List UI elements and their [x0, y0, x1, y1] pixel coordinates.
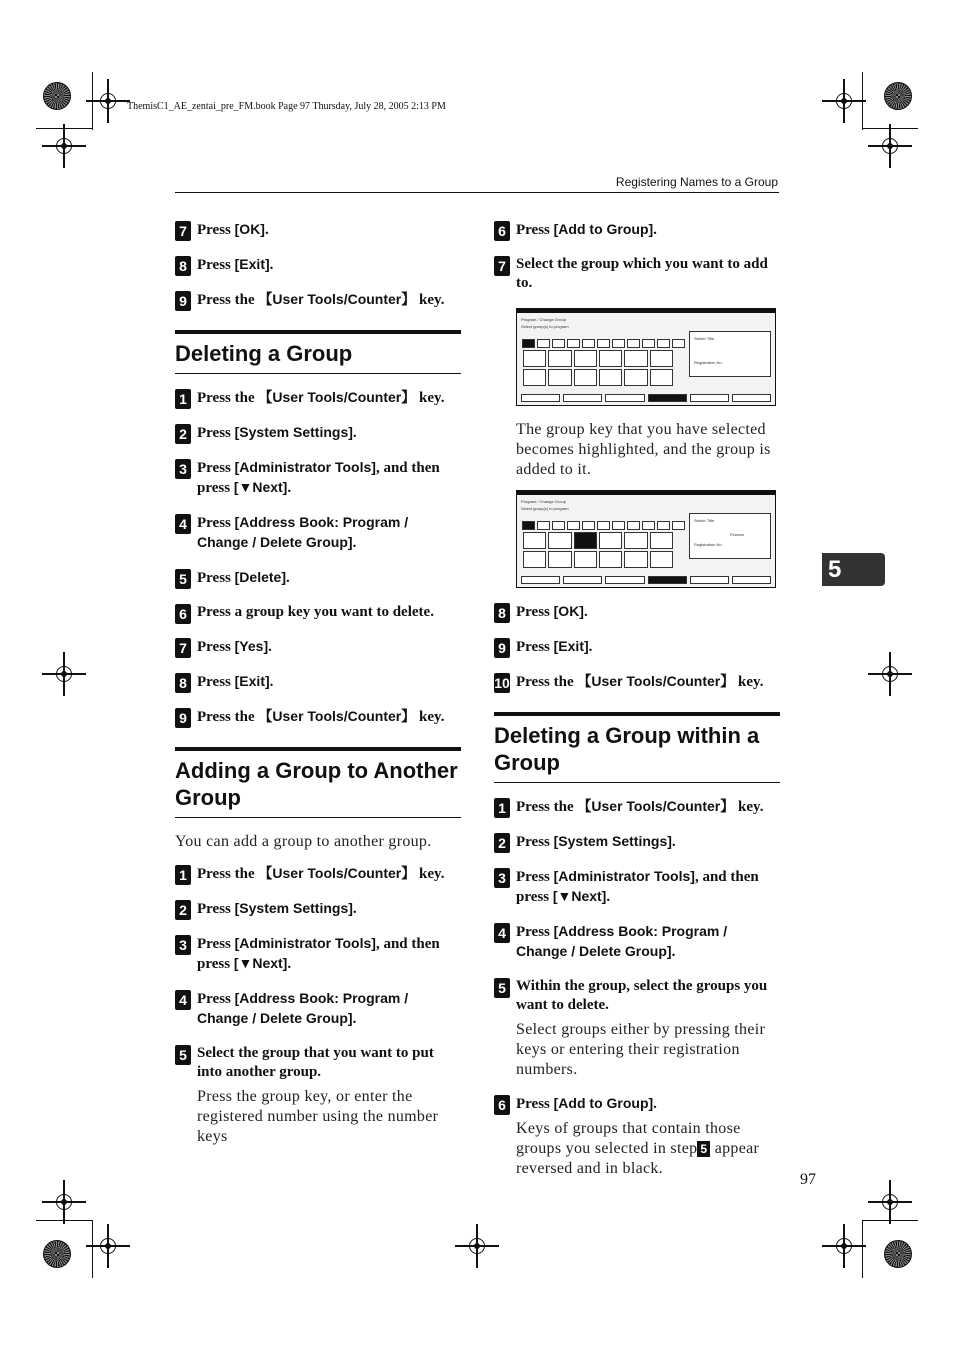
within-step5-note: Select groups either by pressing their keys or entering their registration numbers.	[516, 1021, 766, 1078]
registration-crosshair-icon	[94, 1232, 122, 1260]
step-number: 1	[494, 798, 510, 818]
registration-crosshair-icon	[830, 1232, 858, 1260]
step-ref-badge: 5	[697, 1141, 710, 1157]
step: 6 Press [Add to Group].	[494, 1094, 780, 1114]
registration-starburst-icon	[884, 1240, 912, 1268]
deleting-within-steps	[494, 797, 780, 1015]
step-number: 1	[175, 389, 191, 409]
registration-starburst-icon	[43, 1240, 71, 1268]
adding-group-steps	[175, 864, 461, 1082]
key-label: 【User Tools/Counter】	[577, 673, 735, 689]
key-label: [▼Next]	[233, 955, 288, 971]
step-number: 6	[494, 1095, 510, 1115]
key-label: [Address Book: Program / Change / Delete Group]	[197, 990, 409, 1026]
step: 3 Press [Administrator Tools], and then press [▼Next].	[494, 867, 780, 907]
crop-mark	[92, 1220, 93, 1278]
step-number: 3	[175, 459, 191, 479]
step-number: 7	[494, 256, 510, 276]
step-number: 8	[175, 256, 191, 276]
step: 4 Press [Address Book: Program / Change / Delete Group].	[175, 989, 461, 1029]
step-number: 2	[175, 900, 191, 920]
step-number: 9	[175, 291, 191, 311]
adding-group-intro: You can add a group to another group.	[175, 833, 432, 850]
step-number: 7	[175, 638, 191, 658]
key-label: [Administrator Tools]	[234, 935, 376, 951]
key-label: [▼Next]	[552, 888, 607, 904]
key-label: [Add to Group]	[553, 221, 654, 237]
step: 4 Press [Address Book: Program / Change / Delete Group].	[175, 513, 461, 553]
key-label: 【User Tools/Counter】	[577, 798, 735, 814]
crop-mark	[862, 1220, 863, 1278]
step-number: 8	[494, 603, 510, 623]
key-label: 【User Tools/Counter】	[258, 291, 416, 307]
step-number: 5	[175, 569, 191, 589]
step-number: 8	[175, 673, 191, 693]
key-label: [Exit]	[234, 256, 270, 272]
key-label: [Exit]	[234, 673, 270, 689]
key-label: [OK]	[234, 221, 265, 237]
step-number: 9	[494, 638, 510, 658]
deleting-group-steps	[175, 388, 461, 727]
running-head: Registering Names to a Group	[615, 175, 778, 189]
step5-note: Press the group key, or enter the registered number using the number keys	[197, 1088, 439, 1145]
step-number: 5	[175, 1045, 191, 1065]
within-step6-note: Keys of groups that contain those groups you selected in step 5 appear reversed and in black.	[516, 1120, 760, 1177]
step-number: 3	[494, 868, 510, 888]
step: 6 Press a group key you want to delete.	[175, 603, 461, 622]
left-column	[175, 220, 461, 1147]
step-number: 2	[494, 833, 510, 853]
key-label: [System Settings]	[553, 833, 672, 849]
key-label: [Delete]	[234, 569, 286, 585]
registration-crosshair-icon	[50, 660, 78, 688]
step: 4 Press [Address Book: Program / Change / Delete Group].	[494, 922, 780, 962]
step: 6 Press [Add to Group].	[494, 220, 780, 240]
page-number: 97	[800, 1171, 816, 1188]
screen-program-change-group-highlighted: Program / Change Group Select group(s) to program Switch Title Finance Registration No.	[516, 490, 776, 588]
registration-crosshair-icon	[94, 87, 122, 115]
section-title-deleting-within: Deleting a Group within a Group	[494, 712, 780, 783]
registration-starburst-icon	[884, 82, 912, 110]
screen-subtitle: Select group(s) to program	[521, 324, 569, 329]
screen-title: Program / Change Group	[521, 317, 566, 322]
screen-program-change-group: Program / Change Group Select group(s) to program Switch Title Registration No.	[516, 308, 776, 406]
key-label: [OK]	[553, 603, 584, 619]
registration-starburst-icon	[43, 82, 71, 110]
step: 7 Select the group which you want to add to.	[494, 255, 780, 293]
step: 2 Press [System Settings].	[494, 832, 780, 852]
registration-crosshair-icon	[50, 132, 78, 160]
step: 5 Within the group, select the groups you want to delete.	[494, 977, 780, 1015]
registration-crosshair-icon	[876, 132, 904, 160]
step-number: 4	[494, 923, 510, 943]
key-label: [Address Book: Program / Change / Delete Group]	[197, 514, 409, 550]
step-number: 2	[175, 424, 191, 444]
step: 8 Press [Exit].	[175, 672, 461, 692]
key-label: 【User Tools/Counter】	[258, 389, 416, 405]
step-number: 7	[175, 221, 191, 241]
section-title-deleting-group: Deleting a Group	[175, 330, 461, 374]
key-label: 【User Tools/Counter】	[258, 865, 416, 881]
intro-steps	[175, 220, 461, 310]
step-number: 9	[175, 708, 191, 728]
registration-crosshair-icon	[876, 1188, 904, 1216]
registration-crosshair-icon	[463, 1232, 491, 1260]
key-label: [Address Book: Program / Change / Delete Group]	[516, 923, 728, 959]
step: 9 Press [Exit].	[494, 637, 780, 657]
step: 2 Press [System Settings].	[175, 423, 461, 443]
finish-steps	[494, 602, 780, 692]
step: 1 Press the 【User Tools/Counter】 key.	[494, 797, 780, 817]
step-number: 6	[175, 604, 191, 624]
screen1-note: The group key that you have selected becomes highlighted, and the group is added to it.	[516, 421, 771, 478]
registration-crosshair-icon	[876, 660, 904, 688]
header-rule	[175, 192, 779, 193]
step: 3 Press [Administrator Tools], and then press [▼Next].	[175, 458, 461, 498]
file-info: ThemisC1_AE_zentai_pre_FM.book Page 97 Thursday, July 28, 2005 2:13 PM	[127, 101, 446, 112]
step-number: 6	[494, 221, 510, 241]
step: 8 Press [Exit].	[175, 255, 461, 275]
key-label: [Administrator Tools]	[234, 459, 376, 475]
key-label: [▼Next]	[233, 479, 288, 495]
section-title-adding-group: Adding a Group to Another Group	[175, 747, 461, 818]
chapter-tab: 5	[822, 553, 885, 586]
step: 1 Press the 【User Tools/Counter】 key.	[175, 864, 461, 884]
step: 10 Press the 【User Tools/Counter】 key.	[494, 673, 764, 691]
registration-crosshair-icon	[830, 87, 858, 115]
step-number: 4	[175, 990, 191, 1010]
key-label: [Exit]	[553, 638, 589, 654]
step-number: 10	[494, 675, 510, 691]
step: 7 Press [OK].	[175, 220, 461, 240]
registration-crosshair-icon	[50, 1188, 78, 1216]
step-number: 1	[175, 865, 191, 885]
right-column	[494, 220, 780, 1179]
key-label: [Add to Group]	[553, 1095, 654, 1111]
key-label: 【User Tools/Counter】	[258, 708, 416, 724]
step: 1 Press the 【User Tools/Counter】 key.	[175, 388, 461, 408]
step: 5 Select the group that you want to put into another group.	[175, 1044, 461, 1082]
step: 7 Press [Yes].	[175, 637, 461, 657]
add-to-group-steps	[494, 220, 780, 293]
step: 3 Press [Administrator Tools], and then press [▼Next].	[175, 934, 461, 974]
step: 9 Press the 【User Tools/Counter】 key.	[175, 290, 461, 310]
step: 2 Press [System Settings].	[175, 899, 461, 919]
step: 9 Press the 【User Tools/Counter】 key.	[175, 707, 461, 727]
step-number: 3	[175, 935, 191, 955]
key-label: [System Settings]	[234, 424, 353, 440]
within-step6	[494, 1094, 780, 1114]
step: 5 Press [Delete].	[175, 568, 461, 588]
key-label: [Administrator Tools]	[553, 868, 695, 884]
step-number: 4	[175, 514, 191, 534]
step-number: 5	[494, 978, 510, 998]
step: 8 Press [OK].	[494, 602, 780, 622]
key-label: [Yes]	[234, 638, 269, 654]
key-label: [System Settings]	[234, 900, 353, 916]
